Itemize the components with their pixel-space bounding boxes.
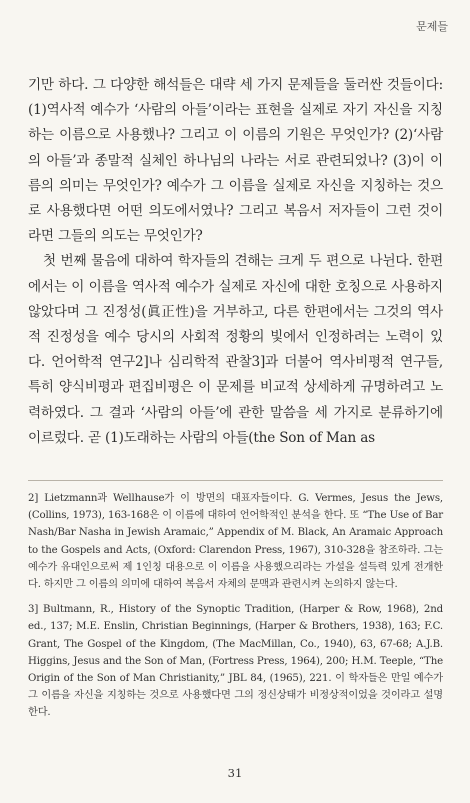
footnotes: [28, 490, 443, 730]
paragraph-2: 첫 번째 물음에 대하여 학자들의 견해는 크게 두 편으로 나뉜다. 한편에서는 이 이름을 역사적 예수가 실제로 자신에 대한 호칭으로 사용하지 않았다며 그 진정성(眞正性)을 거부하고, 다른 한편에서는 그것의 역사적 진정성을 예수 당시의 사회적 정황의 빛에서 인정하려는 노력이 있다. 언어학적 연구2]나 심리학적 관찰3]과 더불어 역사비평적 연구들, 특히 양식비평과 편집비평은 이 문제를 비교적 상세하게 규명하려고 노력하였다. 그 결과 ‘사람의 아들’에 관한 말씀을 세 가지로 분류하기에 이르렀다. 곧 (1)도래하는 사람의 아들(the Son of Man as: [28, 253, 443, 446]
footnote-2: 2] Lietzmann과 Wellhause가 이 방면의 대표자들이다. G. Vermes, Jesus the Jews, (Collins, 1973), 163-168은 이 이름에 대하여 언어학적인 분석을 한다. 또 “The Use of Bar Nash/Bar Nasha in Jewish Aramaic,” Appendix of M. Black, An Aramaic Approach to the Gospels and Acts, (Oxford: Clarendon Press, 1967), 310-328을 참조하라. 그는 예수가 유대인으로써 제 1인칭 대용으로 이 이름을 사용했으리라는 가설을 설득력 있게 전개한다. 하지만 그 이름의 의미에 대하여 복음서 자체의 문맥과 관련시켜 논의하지 않는다.: [28, 493, 443, 591]
footnote-3: 3] Bultmann, R., History of the Synoptic Tradition, (Harper & Row, 1968), 2nd ed., 137; M.E. Enslin, Christian Beginnings, (Harper & Brothers, 1938), 163; F.C. Grant, The Gospel of the Kingdom, (The MacMillan, Co., 1940), 63, 67-68; A.J.B. Higgins, Jesus and the Son of Man, (Fortress Press, 1964), 200; H.M. Teeple, “The Origin of the Son of Man Christianity,” JBL 84, (1965), 221. 이 학자들은 만일 예수가 그 이름을 자신을 지칭하는 것으로 사용했다면 그의 정신상태가 비정상적이었을 것이라고 설명한다.: [28, 604, 443, 719]
paragraph-1: 기만 하다. 그 다양한 해석들은 대략 세 가지 문제들을 둘러싼 것들이다: (1)역사적 예수가 ‘사람의 아들’이라는 표현을 실제로 자기 자신을 지칭하는 이름으로 사용했나? 그리고 이 이름의 기원은 무엇인가? (2)‘사람의 아들’과 종말적 실체인 하나님의 나라는 서로 관련되었나? (3)이 이름의 의미는 무엇인가? 예수가 그 이름을 실제로 자신을 지칭하는 것으로 사용했다면 어떤 의도에서였나? 그리고 복음서 저자들이 그런 것이라면 그들의 의도는 무엇인가?: [28, 77, 443, 245]
main-text: [28, 73, 443, 451]
page-number: 31: [227, 766, 243, 780]
footnote-divider: [28, 480, 443, 481]
running-header: 문제들: [416, 20, 448, 33]
